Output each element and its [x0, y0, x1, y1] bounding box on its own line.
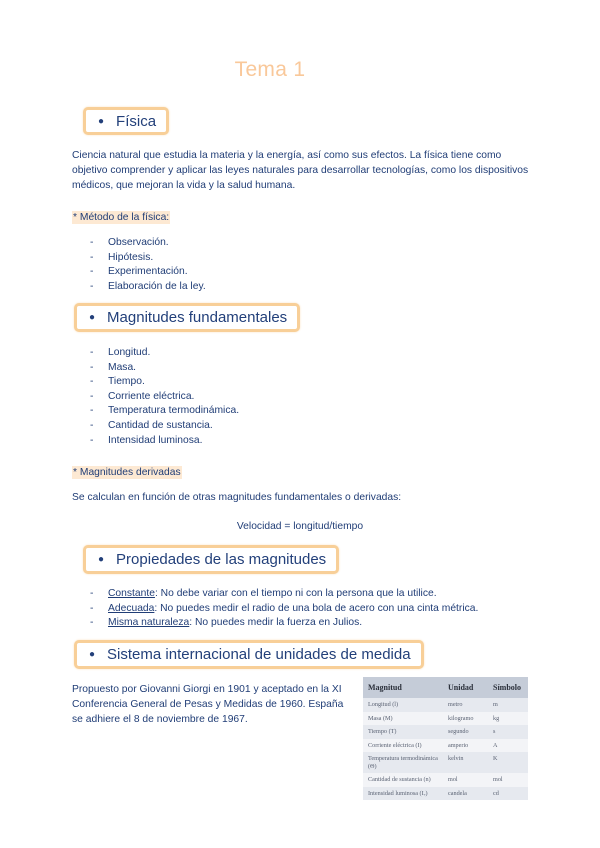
table-row: [363, 698, 528, 712]
si-units-table: [363, 677, 528, 800]
section-heading-magnitudes: [74, 303, 300, 332]
table-cell: cd: [488, 787, 528, 801]
bullet-icon: ●: [89, 312, 96, 323]
table-header-row: [363, 677, 528, 698]
table-header: Magnitud: [363, 677, 443, 698]
table-cell: Tiempo (T): [363, 725, 443, 739]
table-cell: Masa (M): [363, 712, 443, 726]
table-cell: s: [488, 725, 528, 739]
section-heading-text: Sistema internacional de unidades de medida: [107, 646, 411, 663]
property-term: Constante: [108, 588, 155, 599]
list-item: - Corriente eléctrica.: [72, 390, 239, 405]
section-heading-propiedades: [83, 545, 339, 574]
list-item: - Temperatura termodinámica.: [72, 404, 239, 419]
section-heading-text: Propiedades de las magnitudes: [116, 551, 327, 568]
list-item: - Cantidad de sustancia.: [72, 419, 239, 434]
derived-text: Se calculan en función de otras magnitudes fundamentales o derivadas:: [72, 492, 402, 503]
bullet-icon: ●: [98, 115, 105, 127]
list-item: - Elaboración de la ley.: [72, 280, 206, 295]
method-label-row: [72, 207, 170, 225]
list-item: [72, 602, 478, 617]
list-item: - Hipótesis.: [72, 251, 206, 266]
table-cell: candela: [443, 787, 488, 801]
section-heading-text: Magnitudes fundamentales: [107, 309, 288, 326]
table-cell: Corriente eléctrica (I): [363, 739, 443, 753]
table-row: [363, 712, 528, 726]
list-item: - Observación.: [72, 236, 206, 251]
property-description: : No puedes medir el radio de una bola de acero con una cinta métrica.: [154, 602, 479, 614]
property-term: Adecuada: [108, 602, 155, 614]
table-cell: amperio: [443, 739, 488, 753]
table-cell: kg: [488, 712, 528, 726]
list-item: - Longitud.: [72, 346, 239, 361]
table-cell: metro: [443, 698, 488, 712]
table-cell: mol: [443, 773, 488, 787]
list-item: [72, 587, 478, 602]
table-cell: mol: [488, 773, 528, 787]
table-header: Símbolo: [488, 677, 528, 698]
table-row: [363, 739, 528, 753]
table-cell: m: [488, 698, 528, 712]
list-item: - Intensidad luminosa.: [72, 434, 239, 449]
list-item: - Masa.: [72, 361, 239, 376]
section-heading-si: [74, 640, 424, 669]
table-row: [363, 725, 528, 739]
section-heading-text: Física: [116, 112, 157, 130]
table-cell: kelvin: [443, 752, 488, 773]
list-item: - Tiempo.: [72, 375, 239, 390]
velocity-formula: Velocidad = longitud/tiempo: [236, 521, 364, 532]
table-cell: kilogramo: [443, 712, 488, 726]
table-row: [363, 773, 528, 787]
table-cell: K: [488, 752, 528, 773]
table-cell: Temperatura termodinámica (Θ): [363, 752, 443, 773]
derived-label-row: [72, 462, 182, 480]
section-heading-fisica: [83, 107, 169, 135]
list-item: - Experimentación.: [72, 265, 206, 280]
property-description: : No debe variar con el tiempo ni con la persona que la utilice.: [154, 588, 437, 599]
derived-label: * Magnitudes derivadas: [73, 467, 181, 478]
bullet-icon: ●: [89, 649, 96, 660]
page-title: Tema 1: [234, 58, 306, 81]
method-label: * Método de la física:: [73, 212, 170, 223]
property-description: : No puedes medir la fuerza en Julios.: [189, 617, 363, 629]
fisica-paragraph: Ciencia natural que estudia la materia y la energía, así como sus efectos. La física tiene como objetivo comprender y aplicar las leyes naturales para desarrollar tecnologías, como los dispositivos médicos, que mejoran la vida y la salud humana.: [72, 150, 529, 191]
table-cell: Longitud (l): [363, 698, 443, 712]
bullet-icon: ●: [98, 554, 105, 565]
list-item: [72, 616, 478, 631]
table-row: [363, 787, 528, 801]
method-list: [72, 236, 206, 294]
si-paragraph: Propuesto por Giovanni Giorgi en 1901 y aceptado en la XI Conferencia General de Pesas y Medidas de 1960. España se adhiere el 8 de noviembre de 1967.: [72, 684, 344, 725]
table-cell: Cantidad de sustancia (n): [363, 773, 443, 787]
table-cell: segundo: [443, 725, 488, 739]
magnitudes-list: [72, 346, 239, 448]
table-row: [363, 752, 528, 773]
property-term: Misma naturaleza: [108, 617, 190, 629]
table-header: Unidad: [443, 677, 488, 698]
propiedades-list: [72, 587, 478, 631]
table-cell: Intensidad luminosa (Iᵥ): [363, 787, 443, 801]
table-cell: A: [488, 739, 528, 753]
